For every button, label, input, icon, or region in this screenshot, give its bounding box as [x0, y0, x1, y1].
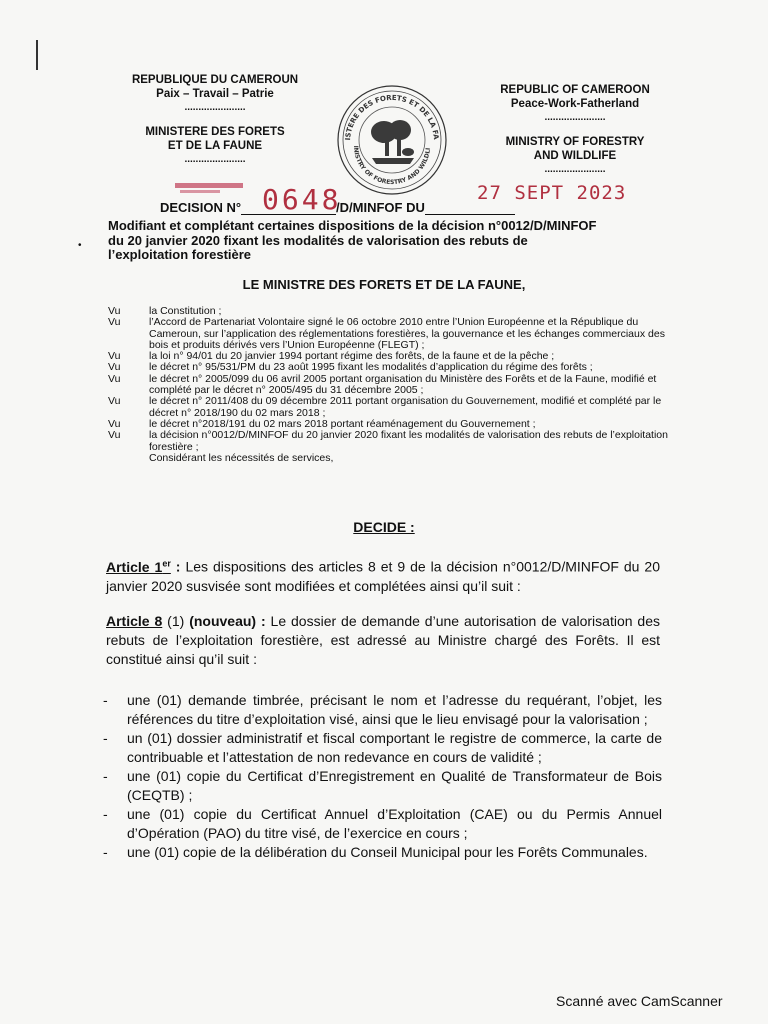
article-8: Article 8 (1) (nouveau) : Le dossier de demande d’une autorisation de valorisation des rebuts de l’exploitation forestière, est adressé au Ministre chargé des Forêts. Il est constitué ainsi qu’il suit : [106, 613, 660, 667]
ministry-name-fr: MINISTERE DES FORETS [145, 126, 285, 138]
motto-fr: Paix – Travail – Patrie [156, 88, 274, 100]
header-right-english [475, 83, 675, 177]
handwritten-decision-number: 0648 [262, 183, 342, 216]
reference-item: Vu le décret n° 2005/099 du 06 avril 2005 portant organisation du Ministère des Forêts et de la Faune, modifié et complété par le décret n° 2005/495 du 31 décembre 2005 ; [108, 372, 657, 397]
ministry-name-en: MINISTRY OF FORESTRY [505, 136, 645, 148]
article-8-new: (nouveau) : [189, 613, 266, 629]
reference-item: Vu le décret n° 2011/408 du 09 décembre 2011 portant organisation du Gouvernement, modifié et complété par le décret n° 2018/190 du 02 mars 2018 ; [108, 395, 662, 419]
seal-emblem-icon [330, 80, 455, 198]
list-item: - une (01) copie de la délibération du Conseil Municipal pour les Forêts Communales. [103, 844, 648, 860]
article-1-text: Les dispositions des articles 8 et 9 de la décision n°0012/D/MINFOF du 20 janvier 2020 susvisée sont modifiées et complétées ainsi qu’il suit : [106, 558, 660, 594]
article-8-label: Article 8 [106, 613, 163, 629]
separator-dots: ...................... [544, 164, 606, 175]
minister-title: LE MINISTRE DES FORETS ET DE LA FAUNE, [242, 277, 526, 292]
list-item: - une (01) copie du Certificat d’Enregistrement en Qualité de Transformateur de Bois (CEQTB) ; [103, 768, 662, 803]
article-1: Article 1er : Les dispositions des articles 8 et 9 de la décision n°0012/D/MINFOF du 20 janvier 2020 susvisée sont modifiées et complétées ainsi qu’il suit : [106, 558, 660, 594]
motto-en: Peace-Work-Fatherland [510, 98, 640, 110]
reference-item: Vu la Constitution ; [108, 305, 222, 317]
subtitle-line: Modifiant et complétant certaines dispositions de la décision n°0012/D/MINFOF [108, 218, 597, 233]
ministry-name-fr-2: ET DE LA FAUNE [167, 140, 263, 152]
ministry-name-en-2: AND WILDLIFE [533, 150, 617, 162]
red-stamp-mark [175, 183, 243, 188]
decision-prefix: DECISION N° [160, 200, 242, 215]
handwritten-date: 27 SEPT 2023 [477, 182, 627, 204]
subtitle-line: l’exploitation forestière [108, 247, 252, 262]
list-item: - un (01) dossier administratif et fiscal comportant le registre de commerce, la carte de contribuable et l’attestation de non redevance en cours de validité ; [103, 730, 662, 765]
ministry-seal [330, 80, 455, 198]
republic-name-en: REPUBLIC OF CAMEROON [500, 84, 650, 96]
separator-dots: ...................... [544, 112, 606, 123]
republic-name-fr: REPUBLIQUE DU CAMEROUN [131, 74, 299, 86]
list-item: - une (01) demande timbrée, précisant le nom et l’adresse du requérant, l’objet, les références du titre d’exploitation visé, ainsi que le lieu envisagé pour la valorisation ; [103, 692, 662, 727]
list-item: - une (01) copie du Certificat Annuel d’Exploitation (CAE) ou du Permis Annuel d’Opération (PAO) du titre visé, de l’exercice en cours ; [103, 806, 662, 841]
scanner-watermark: Scanné avec CamScanner [556, 993, 723, 1009]
decide-heading: DECIDE : [353, 519, 415, 535]
decision-middle: /D/MINFOF DU [336, 200, 425, 215]
separator-dots: ...................... [184, 102, 246, 113]
considering-clause: Considérant les nécessités de services, [149, 451, 334, 464]
reference-item: Vu le décret n°2018/191 du 02 mars 2018 portant réaménagement du Gouvernement ; [108, 417, 536, 430]
decision-subtitle [108, 219, 692, 263]
reference-item: Vu la décision n°0012/D/MINFOF du 20 janvier 2020 fixant les modalités de valorisation des rebuts de l’exploitation forestière ; [108, 429, 668, 453]
legal-references [108, 306, 686, 464]
scan-artifact [36, 40, 38, 70]
reference-item: Vu l’Accord de Partenariat Volontaire signé le 06 octobre 2010 entre l’Union Européenne et la République du Cameroun, sur l’application des réglementations forestières, la gouvernance et les échanges commerciaux des bois et produits dérivés vers l’Union Européenne (FLEGT) ; [108, 316, 665, 351]
article-8-text: Le dossier de demande d’une autorisation de valorisation des rebuts de l’exploitation forestière, est adressé au Ministre chargé des Forêts. Il est constitué ainsi qu’il suit : [106, 613, 660, 667]
margin-dot: • [78, 240, 82, 251]
subtitle-line: du 20 janvier 2020 fixant les modalités de valorisation des rebuts de [108, 232, 528, 248]
separator-dots: ...................... [184, 154, 246, 165]
reference-item: Vu le décret n° 95/531/PM du 23 août 1995 fixant les modalités d’application du régime des forêts ; [108, 361, 593, 374]
required-documents-list [100, 691, 662, 862]
article-1-label: Article 1er [106, 558, 171, 575]
svg-text:MINISTERE DES FORETS ET DE LA: ISTERE DES FORETS ET DE LA FA [344, 93, 440, 141]
red-stamp-mark [180, 190, 220, 193]
reference-item: Vu la loi n° 94/01 du 20 janvier 1994 portant régime des forêts, de la faune et de la pêche ; [108, 350, 555, 363]
svg-text:MINISTRY OF FORESTRY AND WILDL: INISTRY OF FORESTRY AND WILDLI [351, 145, 432, 187]
header-left-french [120, 73, 310, 167]
